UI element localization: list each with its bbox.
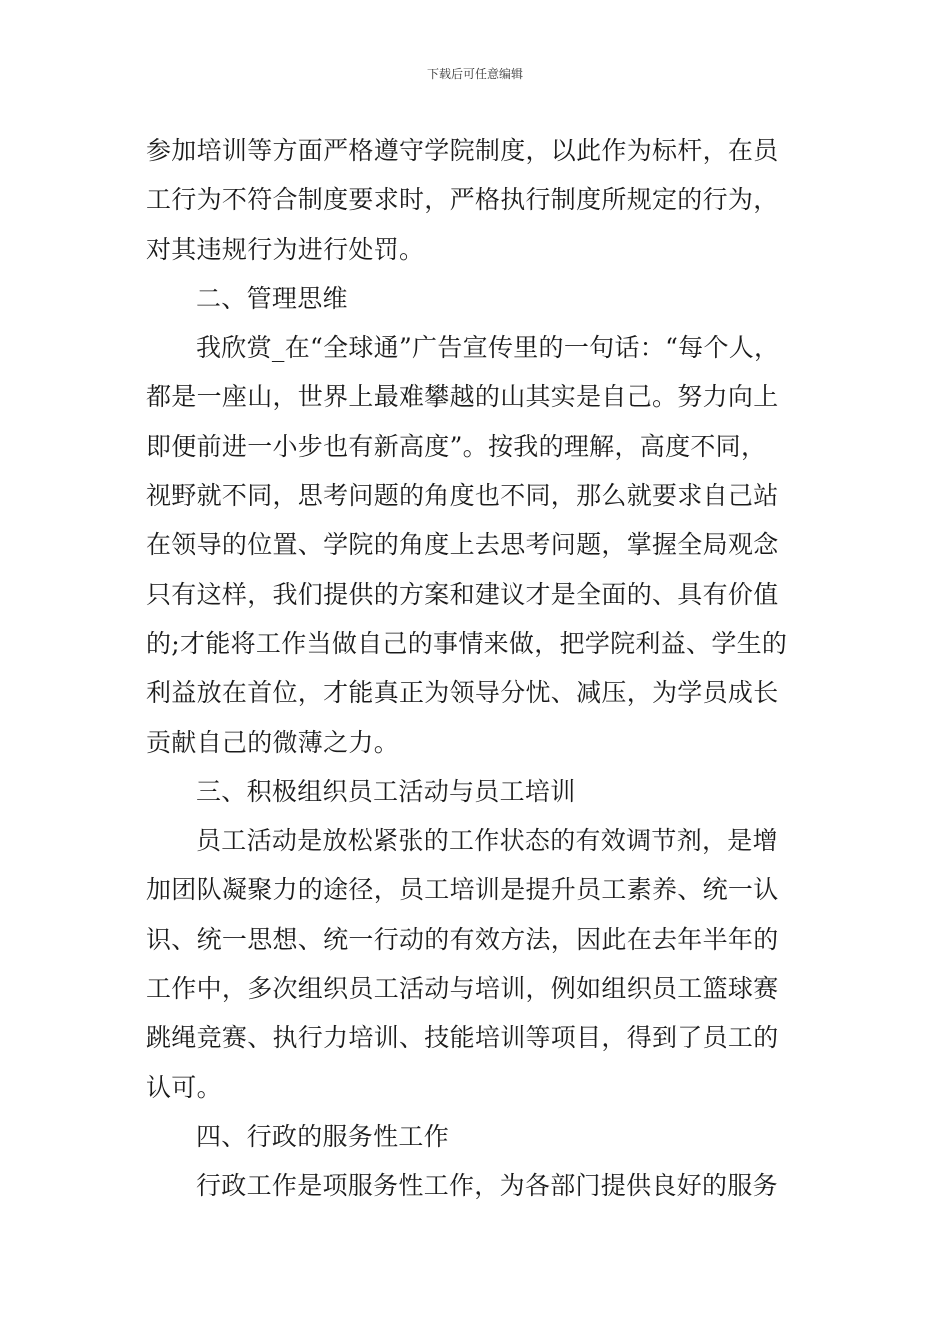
text-line-18: 工作中，多次组织员工活动与培训，例如组织员工篮球赛	[146, 974, 779, 1004]
text-line-2: 工行为不符合制度要求时，严格执行制度所规定的行为，	[146, 185, 779, 215]
text-line-3: 对其违规行为进行处罚。	[146, 234, 425, 264]
text-line-8: 视野就不同，思考问题的角度也不同，那么就要求自己站	[146, 481, 779, 511]
document-body	[146, 126, 816, 1211]
text-line-16: 加团队凝聚力的途径，员工培训是提升员工素养、统一认	[146, 875, 779, 905]
text-line-7: 即便前进一小步也有新高度”。按我的理解，高度不同，	[146, 431, 767, 461]
section-heading-2: 二、管理思维	[196, 283, 348, 313]
page-header: 下载后可任意编辑	[426, 67, 523, 81]
section-heading-3: 三、积极组织员工活动与员工培训	[196, 776, 576, 806]
text-line-6: 都是一座山，世界上最难攀越的山其实是自己。努力向上	[146, 382, 779, 412]
text-line-11: 的;才能将工作当做自己的事情来做，把学院利益、学生的	[146, 628, 788, 658]
text-line-20: 认可。	[146, 1072, 222, 1102]
text-line-17: 识、统一思想、统一行动的有效方法，因此在去年半年的	[146, 924, 779, 954]
text-line-12: 利益放在首位，才能真正为领导分忧、减压，为学员成长	[146, 678, 779, 708]
text-line-22: 行政工作是项服务性工作，为各部门提供良好的服务	[196, 1171, 778, 1201]
text-line-9: 在领导的位置、学院的角度上去思考问题，掌握全局观念	[146, 530, 779, 560]
text-line-1: 参加培训等方面严格遵守学院制度，以此作为标杆，在员	[146, 136, 779, 165]
text-line-5: 我欣赏_在“全球通”广告宣传里的一句话：“每个人，	[196, 333, 780, 363]
text-line-13: 贡献自己的微薄之力。	[146, 727, 400, 757]
text-line-19: 跳绳竞赛、执行力培训、技能培训等项目，得到了员工的	[146, 1023, 779, 1053]
text-line-10: 只有这样，我们提供的方案和建议才是全面的、具有价值	[146, 579, 779, 609]
section-heading-4: 四、行政的服务性工作	[196, 1121, 450, 1151]
text-line-15: 员工活动是放松紧张的工作状态的有效调节剂，是增	[196, 826, 778, 856]
